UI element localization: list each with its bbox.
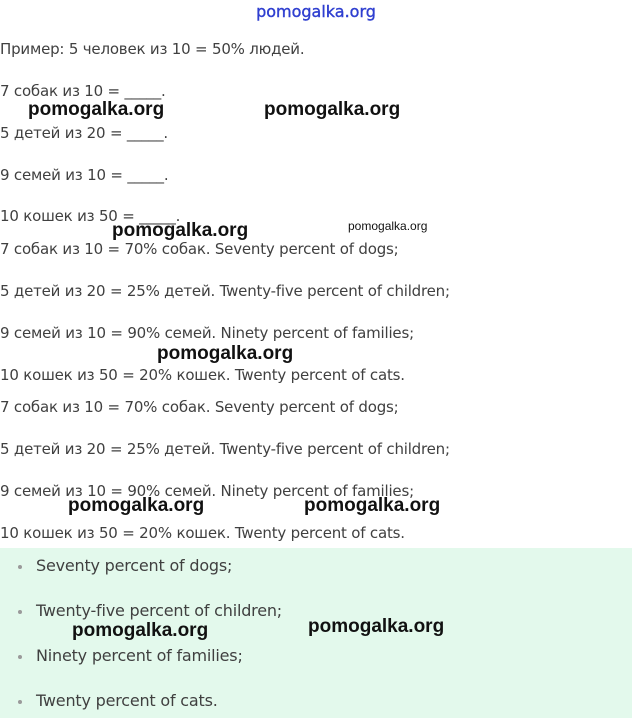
- site-header[interactable]: pomogalka.org: [256, 2, 376, 21]
- task-line: 10 кошек из 50 = _____.: [0, 207, 181, 225]
- solution-line: 5 детей из 20 = 25% детей. Twenty-five percent of children;: [0, 282, 450, 300]
- solution-line: 7 собак из 10 = 70% собак. Seventy percent of dogs;: [0, 398, 399, 416]
- watermark: pomogalka.org: [28, 99, 165, 120]
- solution-line: 9 семей из 10 = 90% семей. Ninety percent of families;: [0, 324, 414, 342]
- watermark: pomogalka.org: [348, 219, 428, 233]
- bullet-icon: [18, 655, 22, 659]
- bullet-icon: [18, 700, 22, 704]
- watermark: pomogalka.org: [157, 343, 294, 364]
- task-line: 7 собак из 10 = _____.: [0, 82, 166, 100]
- solution-line: 5 детей из 20 = 25% детей. Twenty-five percent of children;: [0, 440, 450, 458]
- watermark: pomogalka.org: [68, 495, 205, 516]
- solution-line: 10 кошек из 50 = 20% кошек. Twenty percent of cats.: [0, 366, 405, 384]
- task-line: 5 детей из 20 = _____.: [0, 124, 168, 142]
- answer-item: Twenty-five percent of children;: [36, 601, 282, 620]
- answer-item: Ninety percent of families;: [36, 646, 243, 665]
- answer-item: Twenty percent of cats.: [36, 691, 218, 710]
- task-line: 9 семей из 10 = _____.: [0, 166, 169, 184]
- bullet-icon: [18, 565, 22, 569]
- solution-line: 9 семей из 10 = 90% семей. Ninety percent of families;: [0, 482, 414, 500]
- bullet-icon: [18, 610, 22, 614]
- watermark: pomogalka.org: [112, 220, 249, 241]
- solution-line: 10 кошек из 50 = 20% кошек. Twenty percent of cats.: [0, 524, 405, 542]
- example-line: Пример: 5 человек из 10 = 50% людей.: [0, 40, 305, 58]
- watermark: pomogalka.org: [264, 99, 401, 120]
- answer-item: Seventy percent of dogs;: [36, 556, 233, 575]
- watermark: pomogalka.org: [304, 495, 441, 516]
- watermark: pomogalka.org: [72, 620, 209, 641]
- solution-line: 7 собак из 10 = 70% собак. Seventy percent of dogs;: [0, 240, 399, 258]
- watermark: pomogalka.org: [308, 616, 445, 637]
